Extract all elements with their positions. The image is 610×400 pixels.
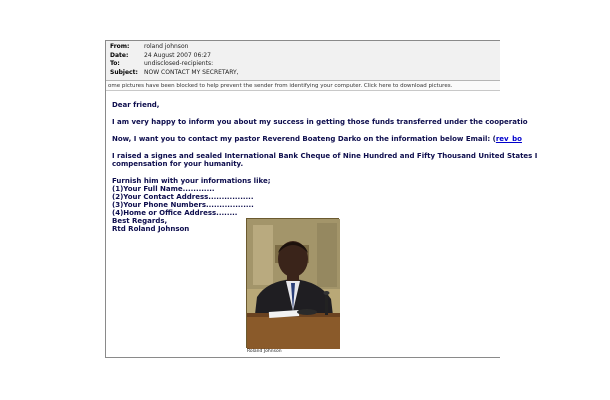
greeting: Dear friend,	[112, 101, 160, 109]
date-label: Date:	[110, 51, 129, 59]
subject-row	[110, 69, 500, 78]
to-value[interactable]: undisclosed-recipients:	[144, 60, 214, 67]
from-value[interactable]: roland johnson	[144, 43, 189, 50]
email-window	[105, 40, 538, 358]
list-item: (1)Your Full Name............	[112, 185, 215, 193]
list-item: (2)Your Contact Address.................	[112, 193, 254, 201]
paragraph-success: I am very happy to inform you about my success in getting those funds transferred under the cooperatio	[112, 118, 528, 126]
list-item: (4)Home or Office Address........	[112, 209, 238, 217]
subject-value: NOW CONTACT MY SECRETARY,	[144, 68, 239, 76]
subject-label: Subject:	[110, 68, 138, 76]
email-header	[106, 41, 500, 81]
date-row	[110, 52, 500, 61]
portrait-image	[247, 219, 340, 349]
email-body	[106, 91, 538, 233]
paragraph-cheque-line2: compensation for your humanity.	[112, 160, 244, 168]
from-row	[110, 43, 500, 52]
photo-caption: Roland Johnson	[247, 349, 282, 354]
closing: Best Regards,	[112, 217, 168, 225]
to-label: To:	[110, 60, 120, 67]
date-value: 24 August 2007 06:27	[144, 51, 211, 59]
from-label: From:	[110, 43, 130, 50]
paragraph-contact-text: Now, I want you to contact my pastor Reverend Boateng Darko on the information below Email: (	[112, 135, 496, 143]
list-intro: Furnish him with your informations like;	[112, 177, 271, 185]
paragraph-cheque-line1: I raised a signes and sealed International Bank Cheque of Nine Hundred and Fifty Thousand United States I	[112, 152, 538, 160]
to-row	[110, 60, 500, 69]
sender-photo	[246, 218, 339, 348]
signature: Rtd Roland Johnson	[112, 225, 190, 233]
paragraph-contact-pastor	[112, 135, 522, 143]
blocked-pictures-infobar[interactable]: ome pictures have been blocked to help prevent the sender from identifying your computer. Click here to download pictures.	[106, 81, 500, 91]
list-item: (3)Your Phone Numbers..................	[112, 201, 254, 209]
email-link[interactable]: rev_bo	[495, 135, 522, 143]
